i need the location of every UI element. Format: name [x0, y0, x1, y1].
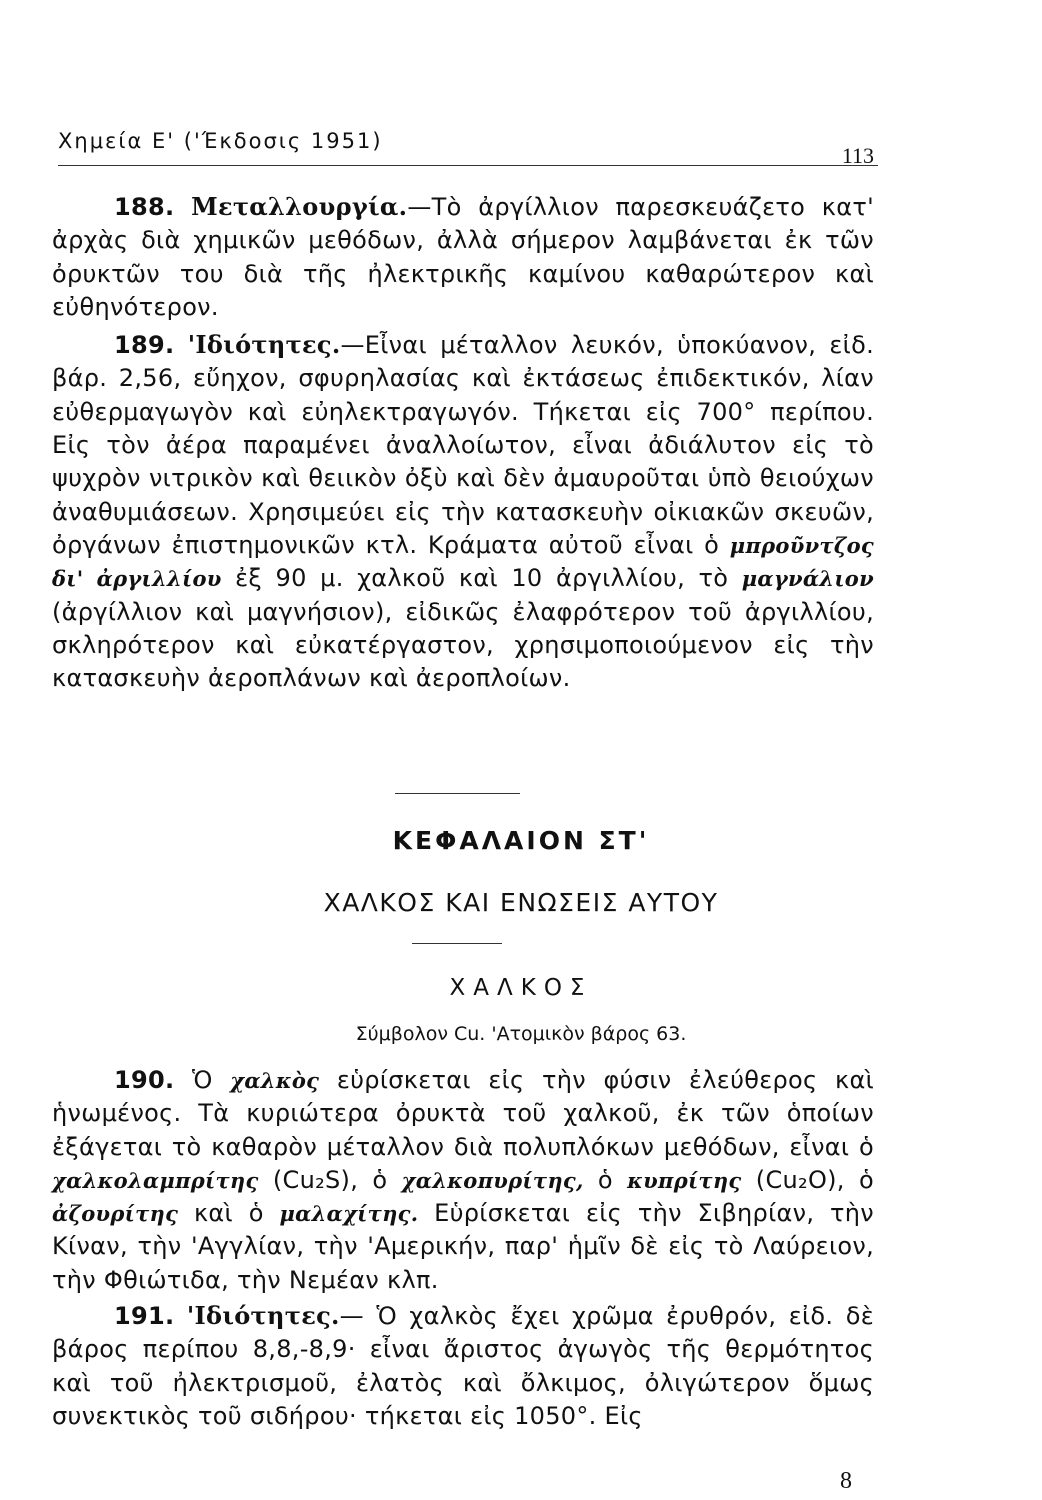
term-chalcopyrite: χαλκοπυρίτης,	[401, 1167, 584, 1193]
term-cuprite: κυπρίτης	[627, 1167, 742, 1193]
paragraph-text: —Τὸ ἀργίλλιον παρεσκευάζετο κατ' ἀρχὰς διὰ χημικῶν μεθόδων, ἀλλὰ σήμερον λαμβάνεται ἐκ τῶν ὀρυκτῶν του διὰ τῆς ἠλεκτρικῆς καμίνου καθαρώτερον καὶ εὐθηνότερον.	[52, 193, 874, 321]
paragraph-text: —Εἶναι μέταλλον λευκόν, ὑποκύανον, εἰδ. βάρ. 2,56, εὔηχον, σφυρηλασίας καὶ ἐκτάσεως ἐπιδεκτικόν, λίαν εὐθερμαγωγὸν καὶ εὐηλεκτραγωγόν. Τήκεται εἰς 700° περίπου. Εἰς τὸν ἀέρα παραμένει ἀναλλοίωτον, εἶναι ἀδιάλυτον εἰς τὸ ψυχρὸν νιτρικὸν καὶ θειικὸν ὀξὺ καὶ δὲν ἀμαυροῦται ὑπὸ θειούχων ἀναθυμιάσεων. Χρησιμεύει εἰς τὴν κατασκευὴν οἰκιακῶν σκευῶν, ὀργάνων ἐπιστημονικῶν κτλ. Κράματα αὐτοῦ εἶναι ὁ	[52, 331, 874, 559]
term-copper: χαλκὸς	[230, 1068, 320, 1093]
symbol-line: Σύμβολον Cu. 'Ατομικὸν βάρος 63.	[355, 1023, 687, 1045]
paragraph-text: καὶ ὁ	[178, 1199, 280, 1228]
aluminium-section	[52, 190, 874, 695]
chapter-label: ΚΕΦΑΛΑΙΟΝ ΣΤ'	[392, 826, 650, 855]
paragraph-number: 189.	[114, 331, 175, 360]
chapter-title: ΧΑΛΚΟΣ ΚΑΙ ΕΝΩΣΕΙΣ ΑΥΤΟΥ	[323, 888, 719, 917]
copper-section	[52, 1064, 874, 1433]
paragraph-text: εὑρίσκεται εἰς τὴν φύσιν ἐλεύθερος καὶ ἡνωμένος. Τὰ κυριώτερα ὀρυκτὰ τοῦ χαλκοῦ, ἐκ τῶν ὁποίων ἐξάγεται τὸ καθαρὸν μέταλλον διὰ πολυπλόκων μεθόδων, εἶναι ὁ	[52, 1066, 874, 1161]
running-title: Χημεία Ε' ('Έκδοσις 1951)	[58, 129, 383, 153]
paragraph-text: — Ὁ χαλκὸς ἔχει χρῶμα ἐρυθρόν, εἰδ. δὲ βάρος περίπου 8,8,-8,9· εἶναι ἄριστος ἀγωγὸς τῆς θερμότητος καὶ τοῦ ἠλεκτρισμοῦ, ἐλατὸς καὶ ὄλκιμος, ὀλιγώτερον ὅμως συνεκτικὸς τοῦ σιδήρου· τήκεται εἰς 1050°. Εἰς	[52, 1302, 874, 1430]
paragraph-heading: 'Ιδιότητες.	[187, 330, 341, 360]
term-bronze: μπροῦντζος δι' ἀργιλλίου	[52, 532, 874, 592]
term-magnalium: μαγνάλιον	[741, 566, 874, 592]
term-malachite: μαλαχίτης.	[279, 1201, 419, 1227]
paragraph-text: ἐξ 90 μ. χαλκοῦ καὶ 10 ἀργιλλίου, τὸ	[221, 564, 742, 593]
signature-mark: 8	[840, 1468, 852, 1494]
page-number: 113	[841, 143, 874, 168]
paragraph-heading: 'Ιδιότητες.	[186, 1301, 340, 1331]
paragraph-190	[52, 1064, 874, 1297]
paragraph-text: (ἀργίλλιον καὶ μαγνήσιον), εἰδικῶς ἐλαφρότερον τοῦ ἀργιλλίου, σκληρότερον καὶ εὐκατέργαστον, χρησιμοποιούμενον εἰς τὴν κατασκευὴν ἀεροπλάνων καὶ ἀεροπλοίων.	[52, 597, 874, 693]
term-azurite: ἀζουρίτης	[52, 1201, 179, 1227]
paragraph-number: 190.	[114, 1066, 175, 1094]
paragraph-189	[52, 328, 874, 695]
paragraph-text: (Cu₂S), ὁ	[258, 1165, 402, 1194]
paragraph-text: Ὁ	[174, 1066, 231, 1094]
paragraph-text: Εὑρίσκεται εἰς τὴν Σιβηρίαν, τὴν Κίναν, τὴν 'Αγγλίαν, τὴν 'Αμερικήν, παρ' ἡμῖν δὲ εἰς τὸ Λαύρειον, τὴν Φθιώτιδα, τὴν Νεμέαν κλπ.	[52, 1199, 874, 1294]
paragraph-number: 191.	[114, 1302, 175, 1331]
paragraph-heading: Μεταλλουργία.	[191, 192, 408, 221]
running-header	[58, 125, 878, 166]
section-title: ΧΑΛΚΟΣ	[449, 975, 593, 1001]
title-divider	[412, 943, 502, 944]
paragraph-text: ὁ	[583, 1165, 628, 1194]
paragraph-text: (Cu₂O), ὁ	[741, 1165, 874, 1194]
paragraph-191	[52, 1299, 874, 1433]
paragraph-number: 188.	[114, 193, 175, 221]
section-divider	[395, 793, 520, 794]
paragraph-188	[52, 190, 874, 324]
term-chalcocite: χαλκολαμπρίτης	[52, 1167, 259, 1193]
